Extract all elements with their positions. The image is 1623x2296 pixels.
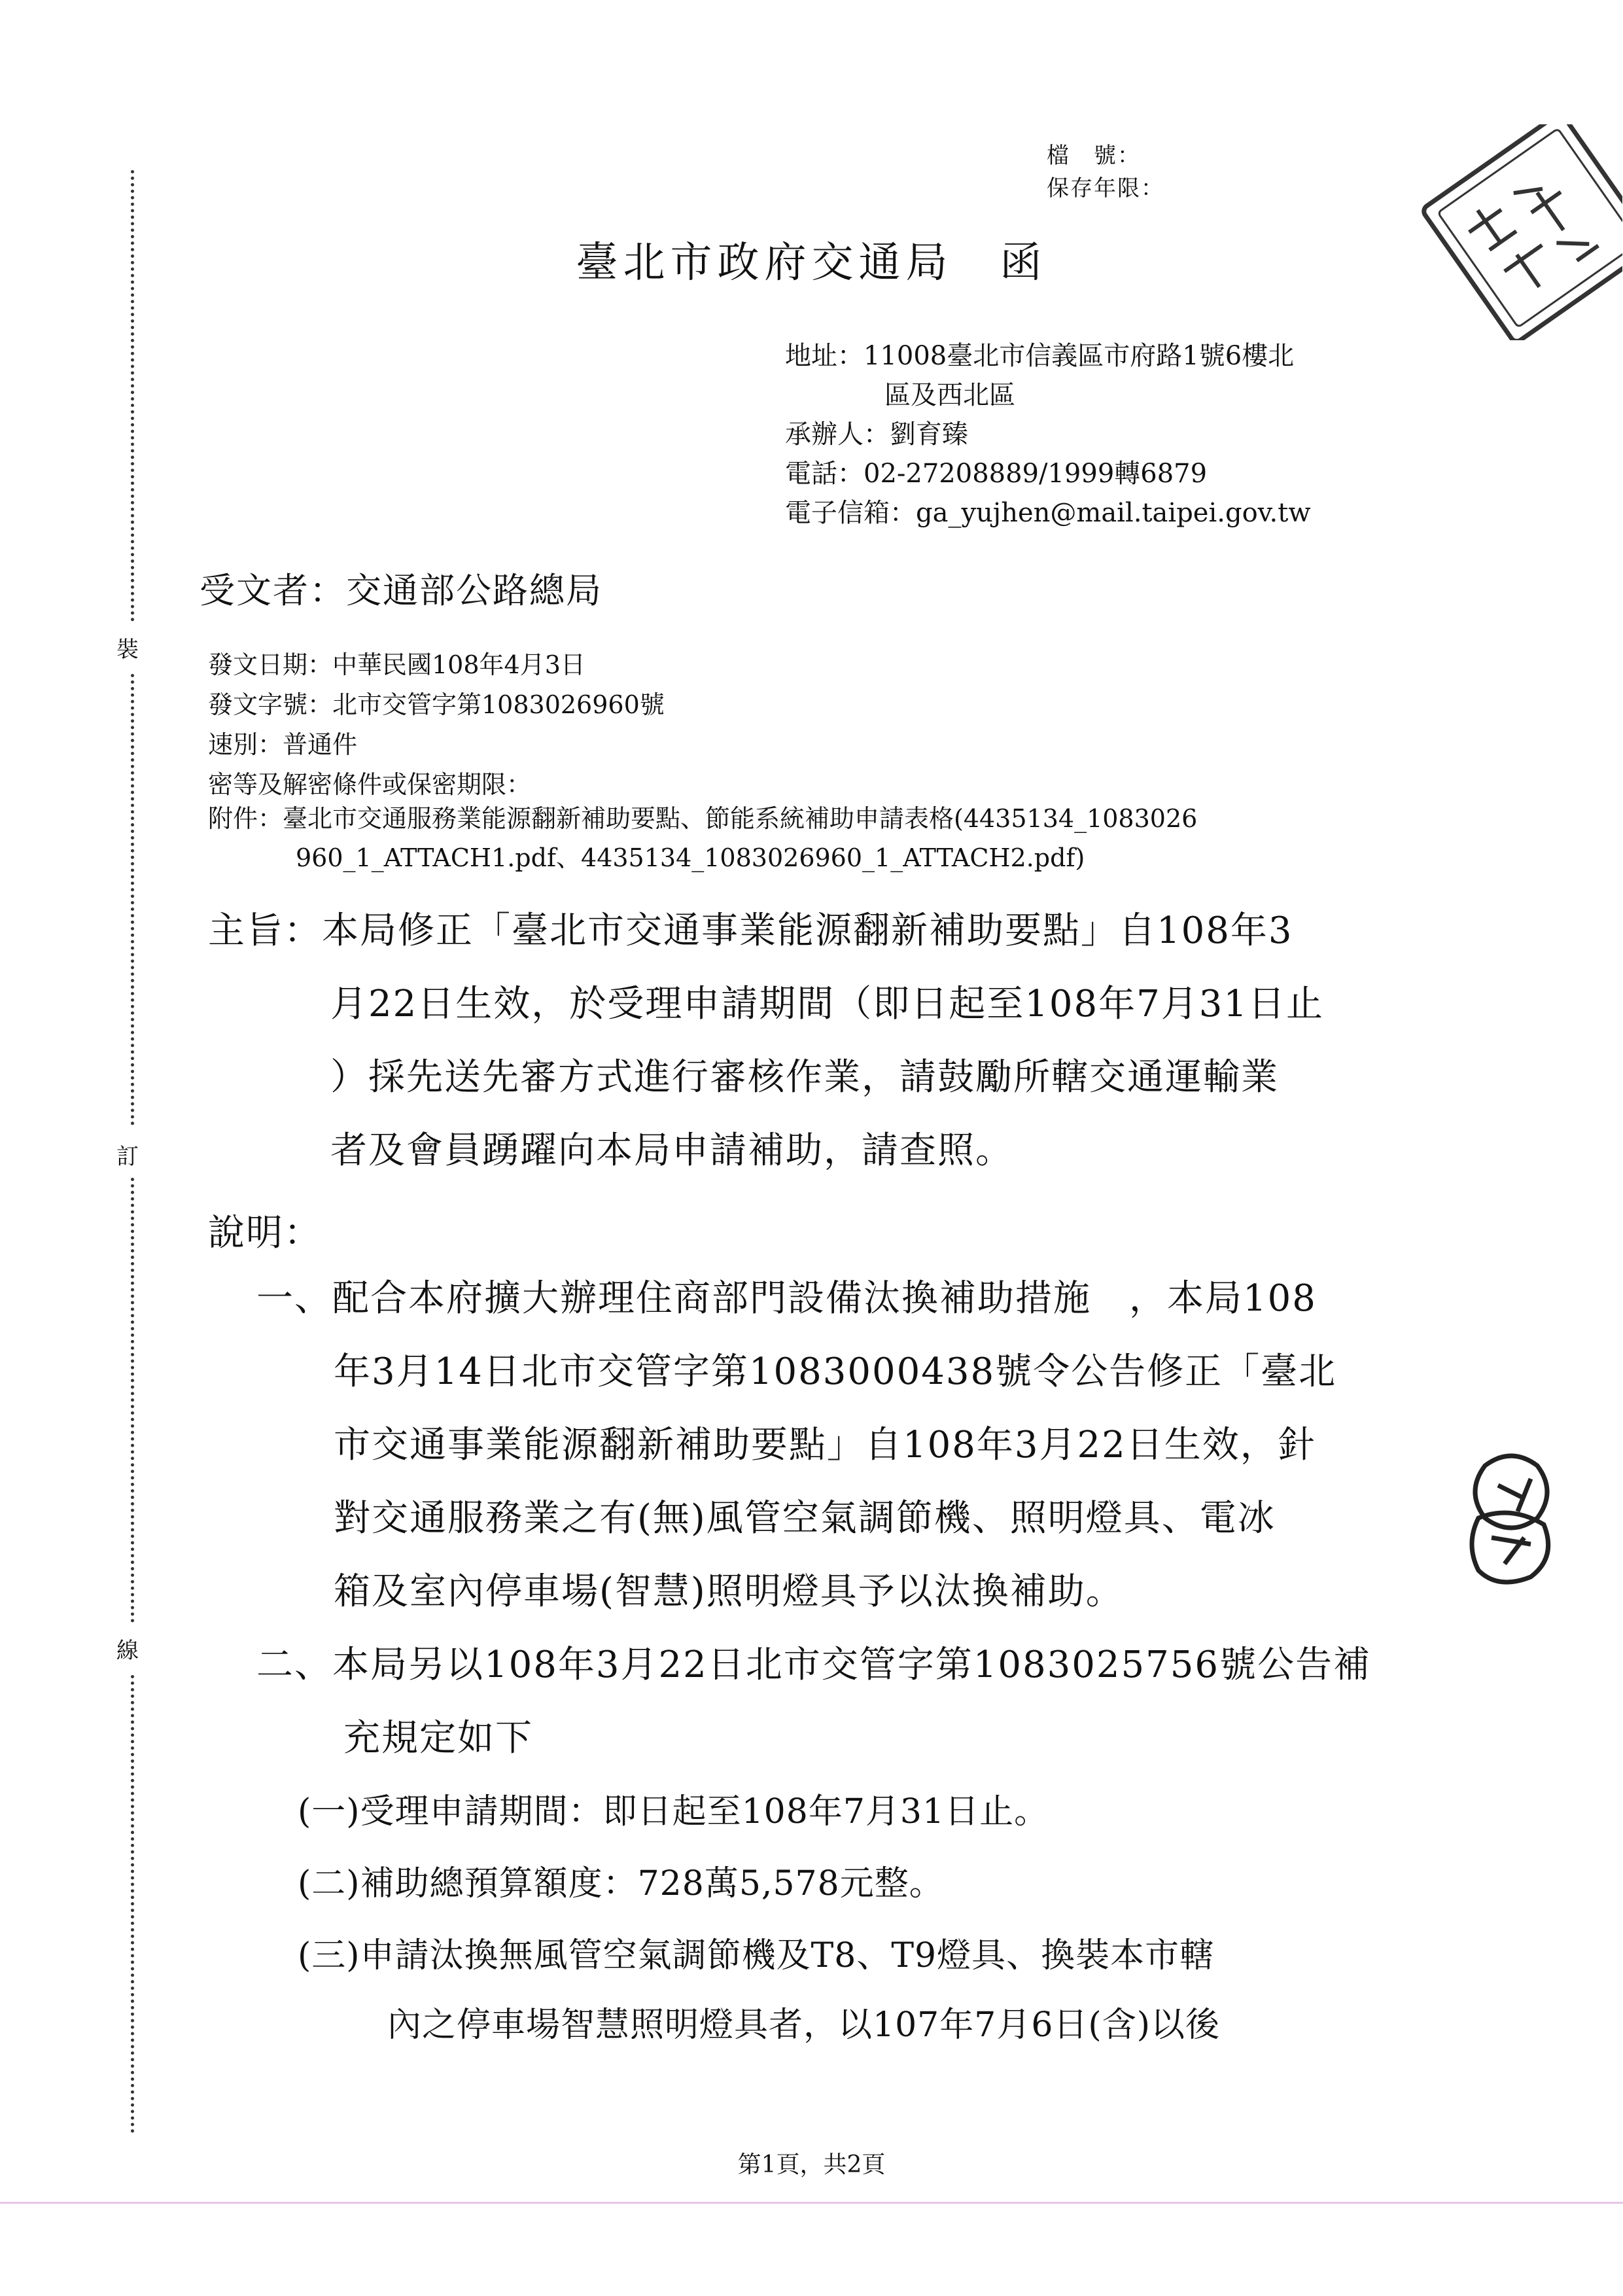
subject-line-3: ）採先送先審方式進行審核作業，請鼓勵所轄交通運輸業: [330, 1056, 1279, 1099]
sub-item-application-period: (一)受理申請期間：即日起至108年7月31日止。: [298, 1792, 1049, 1831]
binding-dotted-line-lower: [131, 1178, 134, 1623]
sub-item-total-budget: (二)補助總預算額度：728萬5,578元整。: [298, 1864, 944, 1903]
recipient: 受文者：交通部公路總局: [200, 570, 602, 611]
document-title: 臺北市政府交通局 函: [576, 239, 1047, 287]
sub-item-eligibility-line-2: 內之停車場智慧照明燈具者，以107年7月6日(含)以後: [387, 2005, 1220, 2045]
binding-dotted-line-middle: [131, 674, 134, 1125]
explanation-item-1-line: 對交通服務業之有(無)風管空氣調節機、照明燈具、電冰: [334, 1497, 1276, 1540]
footer-divider: [0, 2202, 1623, 2204]
explanation-heading: 說明：: [208, 1212, 322, 1254]
address-line-1: 地址：11008臺北市信義區市府路1號6樓北: [785, 341, 1295, 371]
subject-line-4: 者及會員踴躍向本局申請補助，請查照。: [330, 1129, 1013, 1172]
phone-number: 電話：02-27208889/1999轉6879: [785, 459, 1208, 489]
retention-period-label: 保存年限：: [1047, 175, 1164, 202]
explanation-item-1-line: 一、配合本府擴大辦理住商部門設備汰換補助措施 ，本局108: [256, 1277, 1317, 1320]
attachment-line-2: 960_1_ATTACH1.pdf、4435134_1083026960_1_ATTACH2.pdf): [296, 843, 1085, 872]
seal-stamp-mark: [1446, 1439, 1577, 1597]
secrecy-level: 密等及解密條件或保密期限：: [208, 770, 532, 799]
explanation-item-2-line: 充規定如下: [343, 1717, 533, 1759]
binding-mark-ding: 訂: [116, 1144, 139, 1170]
file-number-label: 檔 號：: [1047, 143, 1141, 169]
explanation-item-1-line: 年3月14日北市交管字第1083000438號令公告修正「臺北: [334, 1351, 1337, 1393]
document-number: 發文字號：北市交管字第1083026960號: [208, 690, 665, 719]
issue-date: 發文日期：中華民國108年4月3日: [208, 650, 585, 679]
email-address: 電子信箱：ga_yujhen@mail.taipei.gov.tw: [785, 498, 1311, 528]
delivery-speed: 速別：普通件: [208, 730, 358, 759]
subject-line-1: 主旨：本局修正「臺北市交通事業能源翻新補助要點」自108年3: [208, 910, 1293, 952]
binding-mark-xian: 線: [116, 1638, 139, 1664]
explanation-item-1-line: 市交通事業能源翻新補助要點」自108年3月22日生效，針: [334, 1424, 1316, 1466]
sub-item-eligibility-line-1: (三)申請汰換無風管空氣調節機及T8、T9燈具、換裝本市轄: [298, 1936, 1215, 1975]
explanation-item-1-line: 箱及室內停車場(智慧)照明燈具予以汰換補助。: [334, 1570, 1124, 1613]
page-number: 第1頁，共2頁: [737, 2151, 886, 2178]
handler-name: 承辦人：劉育臻: [785, 419, 968, 450]
address-line-2: 區及西北區: [884, 380, 1015, 410]
explanation-item-2-line: 二、本局另以108年3月22日北市交管字第1083025756號公告補: [256, 1644, 1372, 1686]
binding-dotted-line-bottom: [131, 1675, 134, 2133]
binding-mark-zhuang: 裝: [116, 637, 139, 663]
attachment-line-1: 附件：臺北市交通服務業能源翻新補助要點、節能系統補助申請表格(4435134_1083026: [208, 804, 1198, 833]
subject-line-2: 月22日生效，於受理申請期間（即日起至108年7月31日止: [330, 983, 1325, 1025]
